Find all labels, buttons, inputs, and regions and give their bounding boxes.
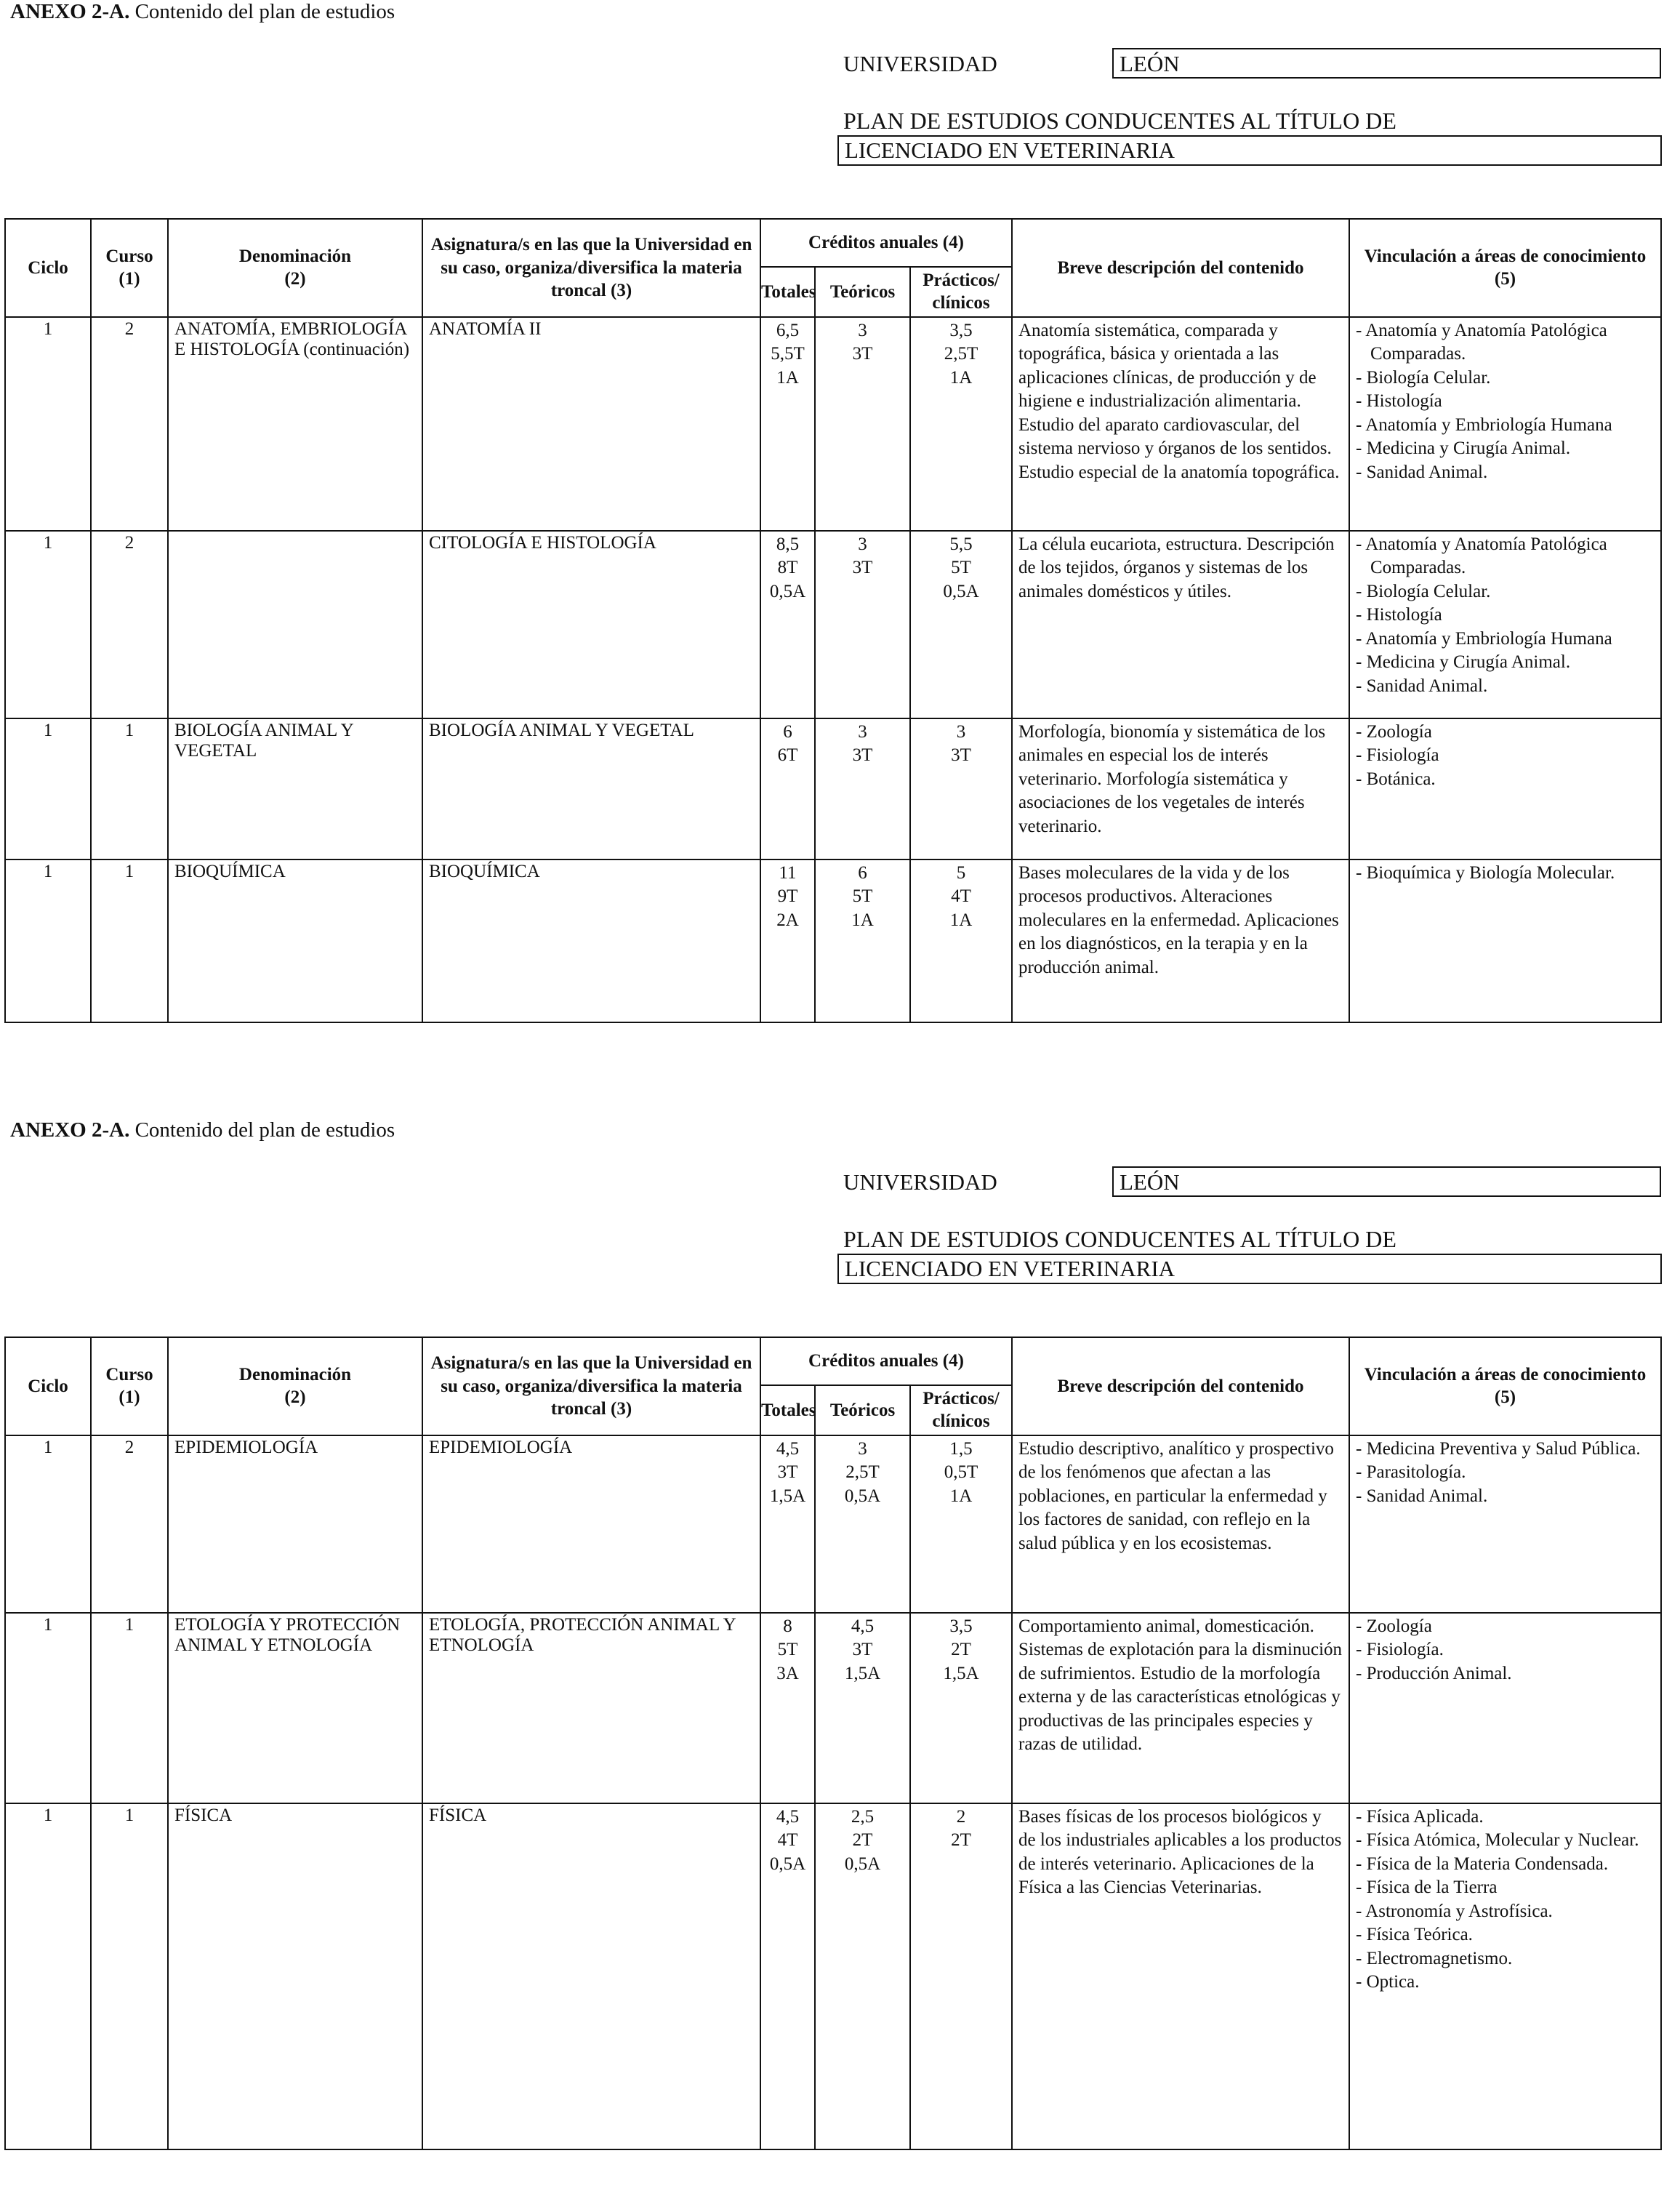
area-item: - Física de la Materia Condensada. xyxy=(1356,1854,1609,1874)
cell-denominacion: ANATOMÍA, EMBRIOLOGÍA E HISTOLOGÍA (continuación) xyxy=(168,317,422,531)
cell-totales: 6 6T xyxy=(760,718,815,859)
cell-denominacion: EPIDEMIOLOGÍA xyxy=(168,1435,422,1613)
table-row xyxy=(5,859,1661,1022)
area-item: - Biología Celular. xyxy=(1356,581,1491,601)
cell-ciclo: 1 xyxy=(5,1435,91,1613)
area-item: - Anatomía y Embriología Humana xyxy=(1356,628,1612,649)
cell-totales: 8,5 8T 0,5A xyxy=(760,531,815,718)
degree-title-box: LICENCIADO EN VETERINARIA xyxy=(837,1254,1662,1284)
area-item: - Fisiología xyxy=(1356,745,1439,765)
cell-asignatura: ETOLOGÍA, PROTECCIÓN ANIMAL Y ETNOLOGÍA xyxy=(422,1613,760,1803)
university-label: UNIVERSIDAD xyxy=(843,1169,997,1195)
annex-heading xyxy=(10,0,395,24)
area-item: - Sanidad Animal. xyxy=(1356,1486,1488,1506)
cell-ciclo: 1 xyxy=(5,317,91,531)
header-descripcion: Breve descripción del contenido xyxy=(1012,1337,1349,1435)
header-curso: Curso (1) xyxy=(91,219,168,317)
cell-teoricos: 2,5 2T 0,5A xyxy=(815,1803,910,2149)
cell-curso: 2 xyxy=(91,1435,168,1613)
cell-asignatura: EPIDEMIOLOGÍA xyxy=(422,1435,760,1613)
area-item: - Medicina y Cirugía Animal. xyxy=(1356,438,1571,458)
cell-areas xyxy=(1349,317,1661,531)
cell-descripcion: Comportamiento animal, domesticación. Sistemas de explotación para la disminución de sufrimientos. Estudio de la morfología externa y de las características etnológicas y productivas de las principales especies y razas de utilidad. xyxy=(1012,1613,1349,1803)
cell-practicos: 3,5 2T 1,5A xyxy=(910,1613,1012,1803)
area-item: - Parasitología. xyxy=(1356,1462,1466,1482)
area-item: - Astronomía y Astrofísica. xyxy=(1356,1901,1553,1921)
area-item: - Histología xyxy=(1356,605,1442,625)
cell-totales: 4,5 3T 1,5A xyxy=(760,1435,815,1613)
cell-denominacion: ETOLOGÍA Y PROTECCIÓN ANIMAL Y ETNOLOGÍA xyxy=(168,1613,422,1803)
cell-descripcion: La célula eucariota, estructura. Descripción de los tejidos, órganos y sistemas de los animales domésticos y útiles. xyxy=(1012,531,1349,718)
cell-practicos: 1,5 0,5T 1A xyxy=(910,1435,1012,1613)
area-item: - Zoología xyxy=(1356,721,1432,742)
area-item: - Biología Celular. xyxy=(1356,367,1491,388)
cell-ciclo: 1 xyxy=(5,859,91,1022)
cell-asignatura: BIOQUÍMICA xyxy=(422,859,760,1022)
area-item: - Anatomía y Anatomía Patológica Comparadas. xyxy=(1356,320,1607,364)
university-label: UNIVERSIDAD xyxy=(843,51,997,76)
cell-asignatura: FÍSICA xyxy=(422,1803,760,2149)
cell-practicos: 3,5 2,5T 1A xyxy=(910,317,1012,531)
curriculum-table xyxy=(4,218,1662,1023)
cell-teoricos: 3 3T xyxy=(815,718,910,859)
table-row xyxy=(5,317,1661,531)
cell-denominacion: BIOQUÍMICA xyxy=(168,859,422,1022)
header-teoricos: Teóricos xyxy=(815,1385,910,1435)
cell-areas xyxy=(1349,859,1661,1022)
area-item: - Producción Animal. xyxy=(1356,1663,1512,1683)
cell-curso: 1 xyxy=(91,1803,168,2149)
header-denominacion: Denominación (2) xyxy=(168,1337,422,1435)
area-item: - Física Aplicada. xyxy=(1356,1806,1484,1827)
cell-descripcion: Anatomía sistemática, comparada y topográfica, básica y orientada a las aplicaciones clínicas, de producción y de higiene e industrialización alimentaria. Estudio del aparato cardiovascular, del sistema nervioso y órganos de los sentidos. Estudio especial de la anatomía topográfica. xyxy=(1012,317,1349,531)
curriculum-table xyxy=(4,1337,1662,2150)
area-item: - Sanidad Animal. xyxy=(1356,462,1488,482)
header-totales: Totales xyxy=(760,1385,815,1435)
table-row xyxy=(5,531,1661,718)
cell-totales: 11 9T 2A xyxy=(760,859,815,1022)
cell-curso: 1 xyxy=(91,718,168,859)
university-value-box: LEÓN xyxy=(1112,1166,1661,1197)
cell-ciclo: 1 xyxy=(5,1803,91,2149)
area-item: - Medicina y Cirugía Animal. xyxy=(1356,652,1571,672)
area-item: - Botánica. xyxy=(1356,769,1436,789)
header-creditos: Créditos anuales (4) xyxy=(760,1337,1012,1385)
area-item: - Anatomía y Anatomía Patológica Comparadas. xyxy=(1356,534,1607,577)
header-vinculacion: Vinculación a áreas de conocimiento (5) xyxy=(1349,219,1661,317)
cell-ciclo: 1 xyxy=(5,1613,91,1803)
cell-totales: 6,5 5,5T 1A xyxy=(760,317,815,531)
cell-denominacion: FÍSICA xyxy=(168,1803,422,2149)
cell-areas xyxy=(1349,1435,1661,1613)
header-vinculacion: Vinculación a áreas de conocimiento (5) xyxy=(1349,1337,1661,1435)
cell-curso: 1 xyxy=(91,859,168,1022)
header-ciclo: Ciclo xyxy=(5,1337,91,1435)
area-item: - Zoología xyxy=(1356,1616,1432,1636)
area-item: - Física Teórica. xyxy=(1356,1925,1473,1944)
header-asignatura: Asignatura/s en las que la Universidad en su caso, organiza/diversifica la materia troncal (3) xyxy=(422,219,760,317)
header-denominacion: Denominación (2) xyxy=(168,219,422,317)
header-practicos: Prácticos/ clínicos xyxy=(910,1385,1012,1435)
header-teoricos: Teóricos xyxy=(815,267,910,317)
cell-totales: 8 5T 3A xyxy=(760,1613,815,1803)
degree-title-box: LICENCIADO EN VETERINARIA xyxy=(837,135,1662,166)
cell-descripcion: Bases físicas de los procesos biológicos y de los industriales aplicables a los productos de interés veterinario. Aplicaciones de la Física a las Ciencias Veterinarias. xyxy=(1012,1803,1349,2149)
cell-asignatura: ANATOMÍA II xyxy=(422,317,760,531)
header-practicos: Prácticos/ clínicos xyxy=(910,267,1012,317)
cell-areas xyxy=(1349,531,1661,718)
cell-denominacion: BIOLOGÍA ANIMAL Y VEGETAL xyxy=(168,718,422,859)
cell-descripcion: Morfología, bionomía y sistemática de los animales en especial los de interés veterinario. Morfología sistemática y asociaciones de los vegetales de interés veterinario. xyxy=(1012,718,1349,859)
plan-title: PLAN DE ESTUDIOS CONDUCENTES AL TÍTULO DE xyxy=(843,108,1396,134)
sheet-1 xyxy=(0,0,1680,1086)
area-item: - Fisiología. xyxy=(1356,1640,1444,1659)
cell-ciclo: 1 xyxy=(5,531,91,718)
cell-descripcion: Estudio descriptivo, analítico y prospectivo de los fenómenos que afectan a las poblaciones, en particular la enfermedad y los factores de sanidad, con reflejo en la salud pública y en los ecosistemas. xyxy=(1012,1435,1349,1613)
area-item: - Histología xyxy=(1356,391,1442,411)
table-row xyxy=(5,1803,1661,2149)
area-item: - Física de la Tierra xyxy=(1356,1878,1498,1897)
cell-teoricos: 6 5T 1A xyxy=(815,859,910,1022)
cell-descripcion: Bases moleculares de la vida y de los procesos productivos. Alteraciones moleculares en la enfermedad. Aplicaciones en los diagnósticos, en la terapia y en la producción animal. xyxy=(1012,859,1349,1022)
header-totales: Totales xyxy=(760,267,815,317)
cell-ciclo: 1 xyxy=(5,718,91,859)
cell-totales: 4,5 4T 0,5A xyxy=(760,1803,815,2149)
area-item: - Medicina Preventiva y Salud Pública. xyxy=(1356,1438,1641,1459)
cell-curso: 2 xyxy=(91,531,168,718)
cell-practicos: 5 4T 1A xyxy=(910,859,1012,1022)
annex-subtitle: Contenido del plan de estudios xyxy=(129,1118,395,1142)
annex-subtitle: Contenido del plan de estudios xyxy=(129,0,395,23)
cell-teoricos: 3 3T xyxy=(815,531,910,718)
table-row xyxy=(5,718,1661,859)
cell-areas xyxy=(1349,1803,1661,2149)
area-item: - Sanidad Animal. xyxy=(1356,676,1488,696)
annex-number: ANEXO 2-A. xyxy=(10,0,130,23)
cell-teoricos: 4,5 3T 1,5A xyxy=(815,1613,910,1803)
area-item: - Optica. xyxy=(1356,1972,1420,1992)
cell-asignatura: BIOLOGÍA ANIMAL Y VEGETAL xyxy=(422,718,760,859)
cell-curso: 2 xyxy=(91,317,168,531)
annex-number: ANEXO 2-A. xyxy=(10,1118,130,1142)
cell-practicos: 3 3T xyxy=(910,718,1012,859)
area-item: - Electromagnetismo. xyxy=(1356,1948,1513,1968)
header-creditos: Créditos anuales (4) xyxy=(760,219,1012,267)
cell-areas xyxy=(1349,1613,1661,1803)
plan-title: PLAN DE ESTUDIOS CONDUCENTES AL TÍTULO DE xyxy=(843,1226,1396,1252)
university-value-box: LEÓN xyxy=(1112,48,1661,79)
cell-practicos: 5,5 5T 0,5A xyxy=(910,531,1012,718)
sheet-2 xyxy=(0,1118,1680,2204)
cell-areas xyxy=(1349,718,1661,859)
cell-denominacion xyxy=(168,531,422,718)
header-descripcion: Breve descripción del contenido xyxy=(1012,219,1349,317)
area-item: - Física Atómica, Molecular y Nuclear. xyxy=(1356,1830,1639,1850)
header-ciclo: Ciclo xyxy=(5,219,91,317)
annex-heading xyxy=(10,1118,395,1142)
area-item: - Anatomía y Embriología Humana xyxy=(1356,414,1612,435)
table-row xyxy=(5,1613,1661,1803)
cell-teoricos: 3 2,5T 0,5A xyxy=(815,1435,910,1613)
cell-curso: 1 xyxy=(91,1613,168,1803)
header-asignatura: Asignatura/s en las que la Universidad en su caso, organiza/diversifica la materia troncal (3) xyxy=(422,1337,760,1435)
cell-teoricos: 3 3T xyxy=(815,317,910,531)
table-row xyxy=(5,1435,1661,1613)
header-curso: Curso (1) xyxy=(91,1337,168,1435)
cell-asignatura: CITOLOGÍA E HISTOLOGÍA xyxy=(422,531,760,718)
area-item: - Bioquímica y Biología Molecular. xyxy=(1356,862,1615,883)
cell-practicos: 2 2T xyxy=(910,1803,1012,2149)
